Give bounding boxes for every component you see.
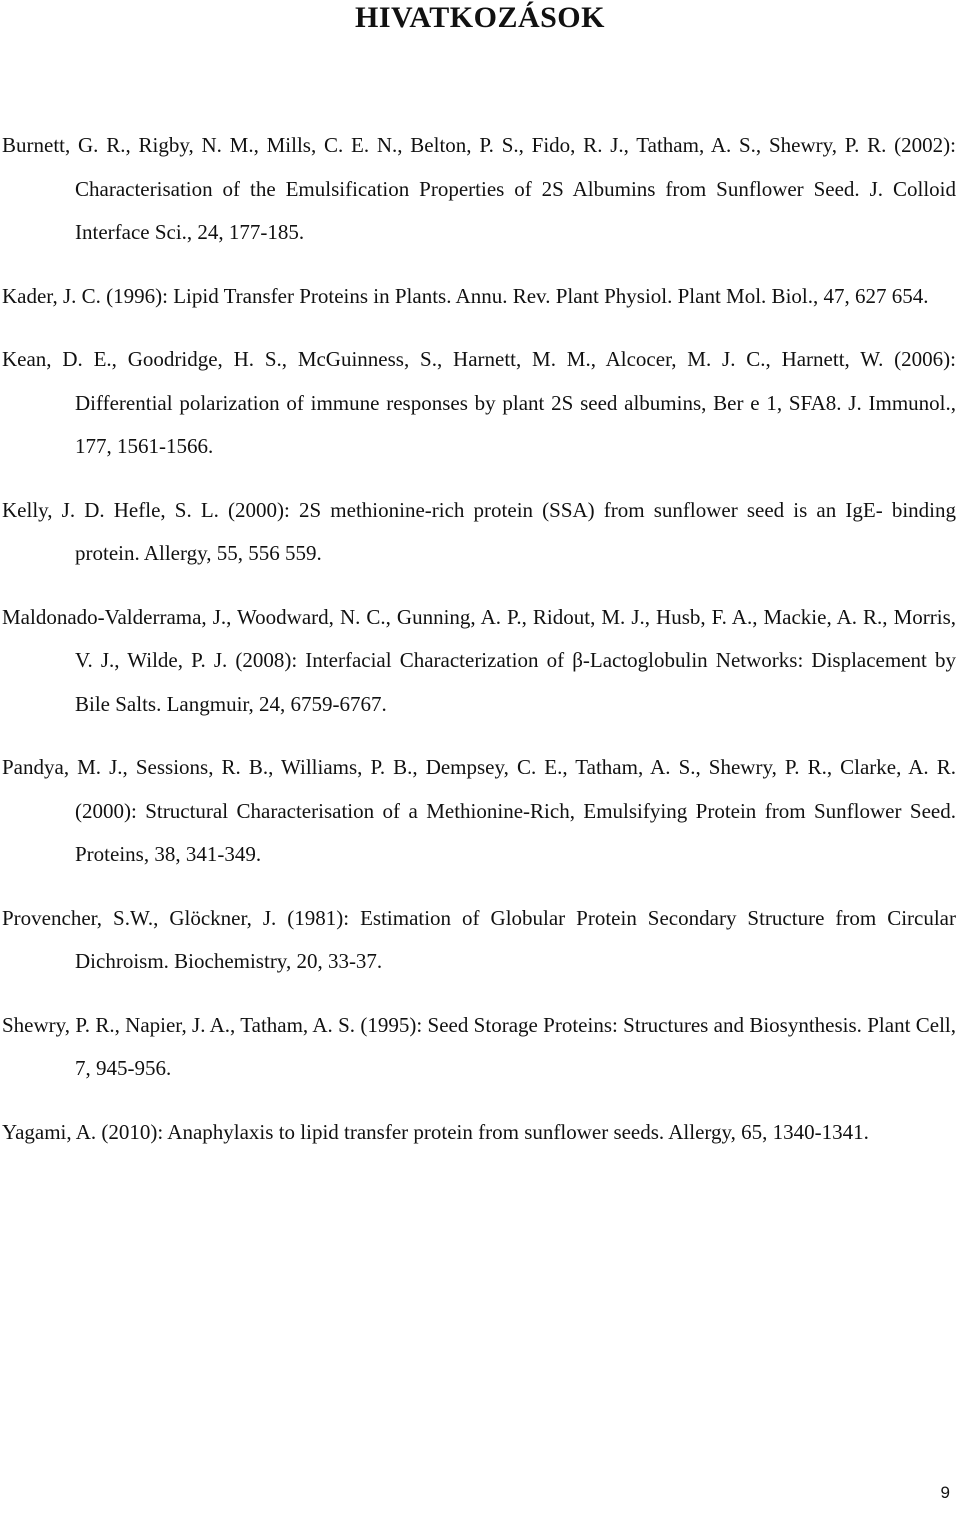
- reference-yagami-2010: Yagami, A. (2010): Anaphylaxis to lipid transfer protein from sunflower seeds. Allergy, 65, 1340-1341.: [2, 1119, 869, 1144]
- reference-burnett-2002: Burnett, G. R., Rigby, N. M., Mills, C. E. N., Belton, P. S., Fido, R. J., Tatham, A. S., Shewry, P. R. (2002): Characterisation of the Emulsification Properties of 2S Albumins from Sunflower Seed. J. Colloid Interface Sci., 24, 177-185.: [2, 133, 956, 244]
- reference-maldonado-2008: Maldonado-Valderrama, J., Woodward, N. C., Gunning, A. P., Ridout, M. J., Husb, F. A., Mackie, A. R., Morris, V. J., Wilde, P. J. (2008): Interfacial Characterization of β-Lactoglobulin Networks: Displacement by Bile Salts. Langmuir, 24, 6759-6767.: [2, 604, 956, 716]
- reference-kean-2006: Kean, D. E., Goodridge, H. S., McGuinness, S., Harnett, M. M., Alcocer, M. J. C., Harnett, W. (2006): Differential polarization of immune responses by plant 2S seed albumins, Ber e 1, SFA8. J. Immunol., 177, 1561-1566.: [2, 347, 956, 458]
- reference-shewry-1995: Shewry, P. R., Napier, J. A., Tatham, A. S. (1995): Seed Storage Proteins: Structures and Biosynthesis. Plant Cell, 7, 945-956.: [2, 1012, 956, 1080]
- reference-kelly-2000: Kelly, J. D. Hefle, S. L. (2000): 2S methionine-rich protein (SSA) from sunflower seed is an IgE- binding protein. Allergy, 55, 556 559.: [2, 497, 956, 565]
- reference-list: [2, 124, 956, 1174]
- reference-provencher-1981: Provencher, S.W., Glöckner, J. (1981): Estimation of Globular Protein Secondary Structure from Circular Dichroism. Biochemistry, 20, 33-37.: [2, 905, 956, 973]
- page-title: HIVATKOZÁSOK: [355, 1, 605, 34]
- reference-pandya-2000: Pandya, M. J., Sessions, R. B., Williams, P. B., Dempsey, C. E., Tatham, A. S., Shewry, P. R., Clarke, A. R. (2000): Structural Characterisation of a Methionine-Rich, Emulsifying Protein from Sunflower Seed. Proteins, 38, 341-349.: [2, 755, 956, 866]
- reference-kader-1996: Kader, J. C. (1996): Lipid Transfer Proteins in Plants. Annu. Rev. Plant Physiol. Plant Mol. Biol., 47, 627 654.: [2, 283, 929, 308]
- page-number: 9: [940, 1483, 950, 1502]
